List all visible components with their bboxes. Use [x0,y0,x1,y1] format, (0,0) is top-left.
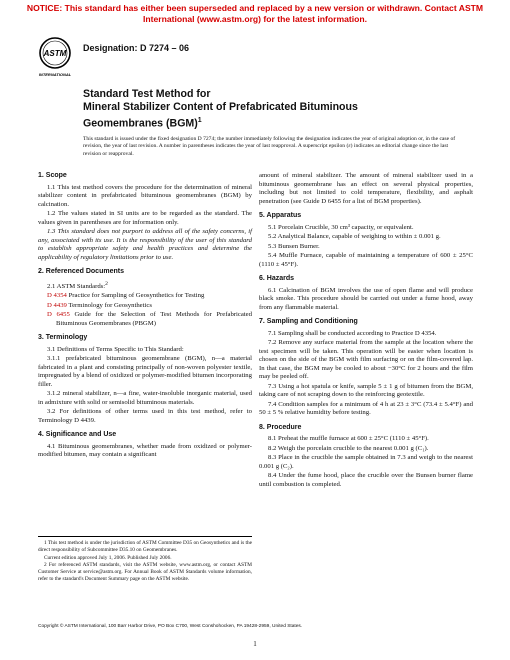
designation: Designation: D 7274 – 06 [83,43,190,53]
para-8-1: 8.1 Preheat the muffle furnace at 600 ± 25°C (1110 ± 45°F). [268,435,429,442]
svg-text:INTERNATIONAL: INTERNATIONAL [38,72,72,77]
para-8-4: 8.4 Under the fume hood, place the crucible over the Bunsen burner flame until combustion is completed. [259,472,473,488]
withdrawal-notice [0,3,510,25]
para-5-1: 5.1 Porcelain Crucible, 30 cm³ capacity, or equivalent. [268,223,414,231]
para-5-2: 5.2 Analytical Balance, capable of weighing to within ± 0.001 g. [268,233,441,240]
section-hazards-heading: 6. Hazards [259,275,295,282]
page-number: 1 [253,640,257,648]
para-7-2: 7.2 Remove any surface material from the sample at the location where the test specimen will be taken. This operation will be easier when location is chosen on the side of the BGM with film surfacing or on the film-covered lap. In that case, the BGM may be cooled to about −30°C for 2 hours and the film may be peeled off. [259,339,473,380]
para-3-1: 3.1 Definitions of Terms Specific to This Standard: [47,345,184,353]
para-3-1-2: 3.1.2 mineral stabilizer, n—a fine, water-insoluble inorganic material, used in admixture with solid or semisolid bituminous materials. [38,390,252,406]
reference-d4354: D 4354 Practice for Sampling of Geosynthetics for Testing [47,292,205,300]
para-5-3: 5.3 Bunsen Burner. [268,242,320,250]
footnote-1-edition: Current edition approved July 1, 2006. Published July 2006. [44,554,172,561]
section-apparatus-heading: 5. Apparatus [259,212,302,219]
para-3-1-1: 3.1.1 prefabricated bituminous geomembrane (BGM), n—a material fabricated in a plant and consisting principally of non-woven polyester textile, impregnated by a blend of oxidized or polymer-modified bitumen incorporating filler. [38,355,252,388]
para-7-3: 7.3 Using a hot spatula or knife, sample 5 ± 1 g of bitumen from the BGM, taking care of not scraping down to the reinforcing geotextile. [259,382,473,398]
reference-d6455: D 6455 Guide for the Selection of Test Methods for Prefabricated Bituminous Geomembranes (PBGM) [47,311,252,327]
title-line-3: Geomembranes (BGM)$^1$ [83,117,202,130]
footnote-2: 2 For referenced ASTM standards, visit the ASTM website, www.astm.org, or contact ASTM Customer Service at service@astm.org. For Annual Book of ASTM Standards volume information, refer to the standard's Document Summary page on the ASTM website. [38,562,252,582]
reference-link-d4354[interactable]: D 4354 [47,292,67,300]
section-procedure-heading: 8. Procedure [259,423,302,431]
footnotes [38,536,252,584]
footnote-1: 1 This test method is under the jurisdiction of ASTM Committee D35 on Geosynthetics and is the direct responsibility of Subcommittee D35.10 on Geomembranes. [38,540,252,553]
title-line-2: Mineral Stabilizer Content of Prefabricated Bituminous [83,101,358,113]
notice-line-2: International (www.astm.org) for the latest information. [142,14,368,24]
section-terminology-heading: 3. Terminology [38,334,88,342]
para-1-1: 1.1 This test method covers the procedure for the determination of mineral stabilizer content in prefabricated bituminous geomembranes (BGM) by calcination. [38,183,252,208]
para-1-2: 1.2 The values stated in SI units are to be regarded as the standard. The values given in parentheses are for information only. [38,210,252,226]
astm-logo-icon [38,36,72,80]
section-scope-heading: 1. Scope [38,172,67,179]
para-8-2: 8.2 Weigh the porcelain crucible to the nearest 0.001 g (C₁). [268,444,429,452]
svg-text:ASTM: ASTM [43,49,67,58]
para-8-3: 8.3 Place in the crucible the sample obtained in 7.3 and weigh to the nearest 0.001 g (C₂). [259,454,473,470]
para-3-2: 3.2 For definitions of other terms used in this test method, refer to Terminology D 4439. [38,408,252,424]
para-6-1: 6.1 Calcination of BGM involves the use of open flame and will produce black smoke. This procedure should be carried out under a fume hood, away from any flammable material. [259,286,473,311]
reference-link-d6455[interactable]: D 6455 [47,311,70,319]
right-column [259,172,473,490]
document-title [83,88,483,131]
para-7-4: 7.4 Condition samples for a minimum of 4 h at 23 ± 3°C (73.4 ± 5.4°F) and 50 ± 5 % relative humidity before testing. [259,400,473,416]
title-line-1: Standard Test Method for [83,88,211,100]
para-5-4: 5.4 Muffle Furnace, capable of maintaining a temperature of 600 ± 25°C (1110 ± 45°F). [259,252,473,268]
section-significance-heading: 4. Significance and Use [38,431,117,439]
section-referenced-docs-heading: 2. Referenced Documents [38,268,124,275]
para-1-3: 1.3 This standard does not purport to address all of the safety concerns, if any, associated with its use. It is the responsibility of the user of this standard to establish appropriate safety and health practices and determine the applicability of regulatory limitations prior to use. [38,228,252,261]
issuance-note: This standard is issued under the fixed designation D 7274; the number immediately following the designation indicates the year of original adoption or, in the case of revision, the year of last revision. A number in parentheses indicates the year of last reapproval. A superscript epsilon (ε) indicates an editorial change since the last revision or reapproval. [83,136,456,157]
reference-link-d4439[interactable]: D 4439 [47,301,67,309]
reference-d4439: D 4439 Terminology for Geosynthetics [47,301,152,309]
copyright-footer: Copyright © ASTM International, 100 Barr Harbor Drive, PO Box C700, West Conshohocken, PA 19428-2959, United States. [38,624,303,629]
para-7-1: 7.1 Sampling shall be conducted according to Practice D 4354. [268,329,437,337]
para-4-1: 4.1 Bituminous geomembranes, whether made from oxidized or polymer-modified bitumen, may contain a significant [38,442,252,459]
section-sampling-heading: 7. Sampling and Conditioning [259,318,358,325]
para-4-1-continued: amount of mineral stabilizer. The amount of mineral stabilizer used in a bituminous geomembrane has an effect on several physical properties, including but not limited to cold temperature, flexibility, and asphalt penetration (see Guide D 6455 for a list of BGM properties). [259,172,473,205]
notice-line-1: NOTICE: This standard has either been superseded and replaced by a new version or withdrawn. Contact ASTM [26,3,484,13]
para-2-1: 2.1 ASTM Standards:$^2$ [47,280,108,290]
left-column [38,172,252,461]
